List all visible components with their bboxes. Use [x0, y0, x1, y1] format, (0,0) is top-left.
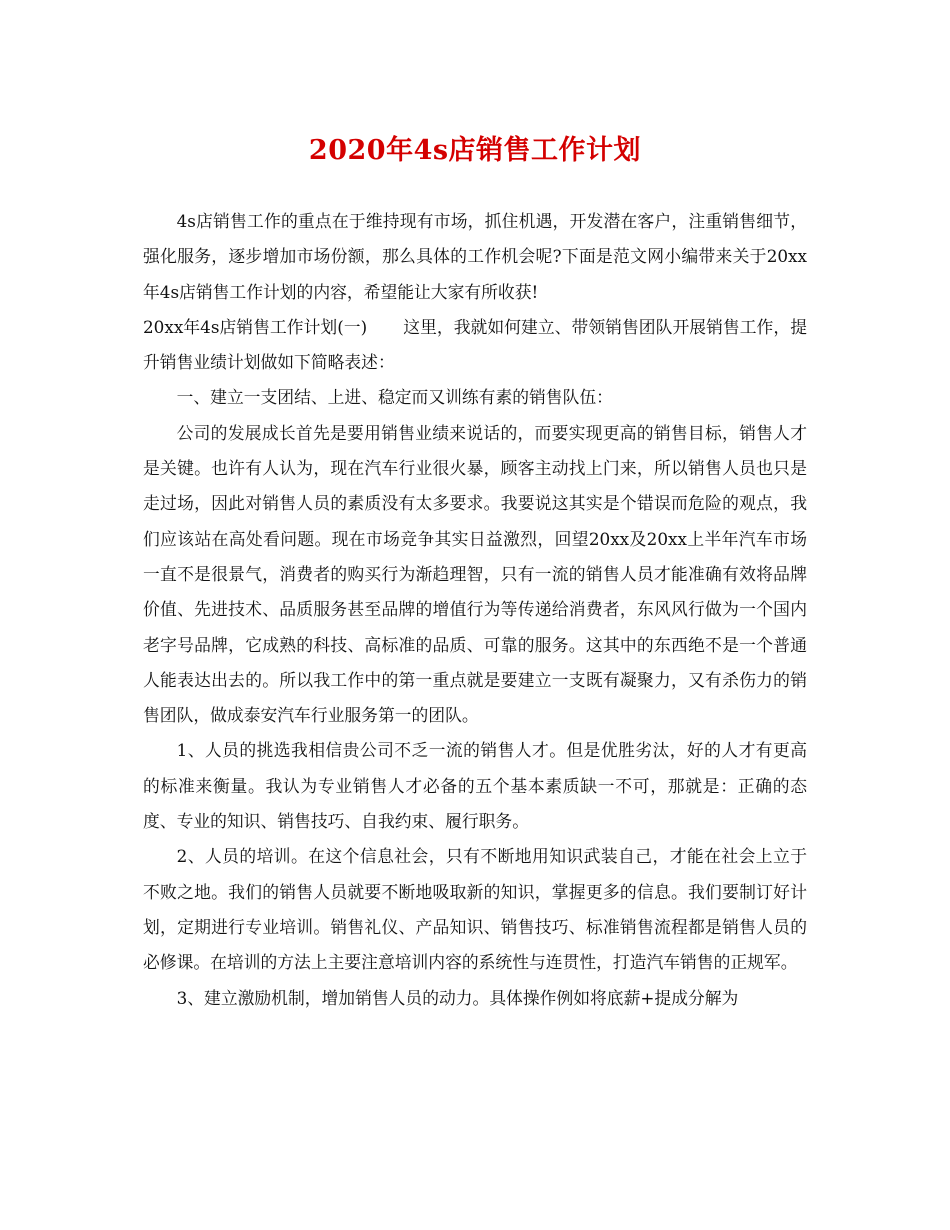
section1-heading: 一、建立一支团结、上进、稳定而又训练有素的销售队伍： — [176, 387, 613, 408]
point1-paragraph: 1、人员的挑选我相信贵公司不乏一流的销售人才。但是优胜劣汰，好的人才有更高的标准来衡量。我认为专业销售人才必备的五个基本素质缺一不可，那就是：正确的态度、专业的知识、销售技巧、自我约束、履行职务。 — [143, 740, 807, 832]
plan-intro: 这里，我就如何建立、带领销售团队开展销售工作，提升销售业绩计划做如下简略表述： — [143, 316, 807, 373]
section1-paragraph: 公司的发展成长首先是要用销售业绩来说话的，而要实现更高的销售目标，销售人才是关键。也许有人认为，现在汽车行业很火暴，顾客主动找上门来，所以销售人员也只是走过场，因此对销售人员的素质没有太多要求。我要说这其实是个错误而危险的观点，我们应该站在高处看问题。现在市场竞争其实日益激烈，回望20xx及20xx上半年汽车市场一直不是很景气，消费者的购买行为渐趋理智，只有一流的销售人员才能准确有效将品牌价值、先进技术、品质服务甚至品牌的增值行为等传递给消费者，东风风行做为一个国内老字号品牌，它成熟的科技、高标准的品质、可靠的服务。这其中的东西绝不是一个普通人能表达出去的。所以我工作中的第一重点就是要建立一支既有凝聚力，又有杀伤力的销售团队，做成泰安汽车行业服务第一的团队。 — [143, 422, 807, 726]
plan-paragraph — [143, 310, 807, 381]
point3-paragraph: 3、建立激励机制，增加销售人员的动力。具体操作例如将底薪+提成分解为 — [176, 987, 739, 1008]
plan-title: 20xx年4s店销售工作计划(一) — [143, 316, 368, 337]
intro-paragraph: 4s店销售工作的重点在于维持现有市场，抓住机遇，开发潜在客户，注重销售细节，强化服务，逐步增加市场份额，那么具体的工作机会呢?下面是范文网小编带来关于20xx年4s店销售工作计划的内容，希望能让大家有所收获! — [143, 211, 807, 302]
document-body — [143, 204, 807, 1016]
point2-paragraph: 2、人员的培训。在这个信息社会，只有不断地用知识武装自己，才能在社会上立于不败之地。我们的销售人员就要不断地吸取新的知识，掌握更多的信息。我们要制订好计划，定期进行专业培训。销售礼仪、产品知识、销售技巧、标准销售流程都是销售人员的必修课。在培训的方法上主要注意培训内容的系统性与连贯性，打造汽车销售的正规军。 — [143, 846, 807, 973]
document-title: 2020年4s店销售工作计划 — [308, 135, 642, 166]
